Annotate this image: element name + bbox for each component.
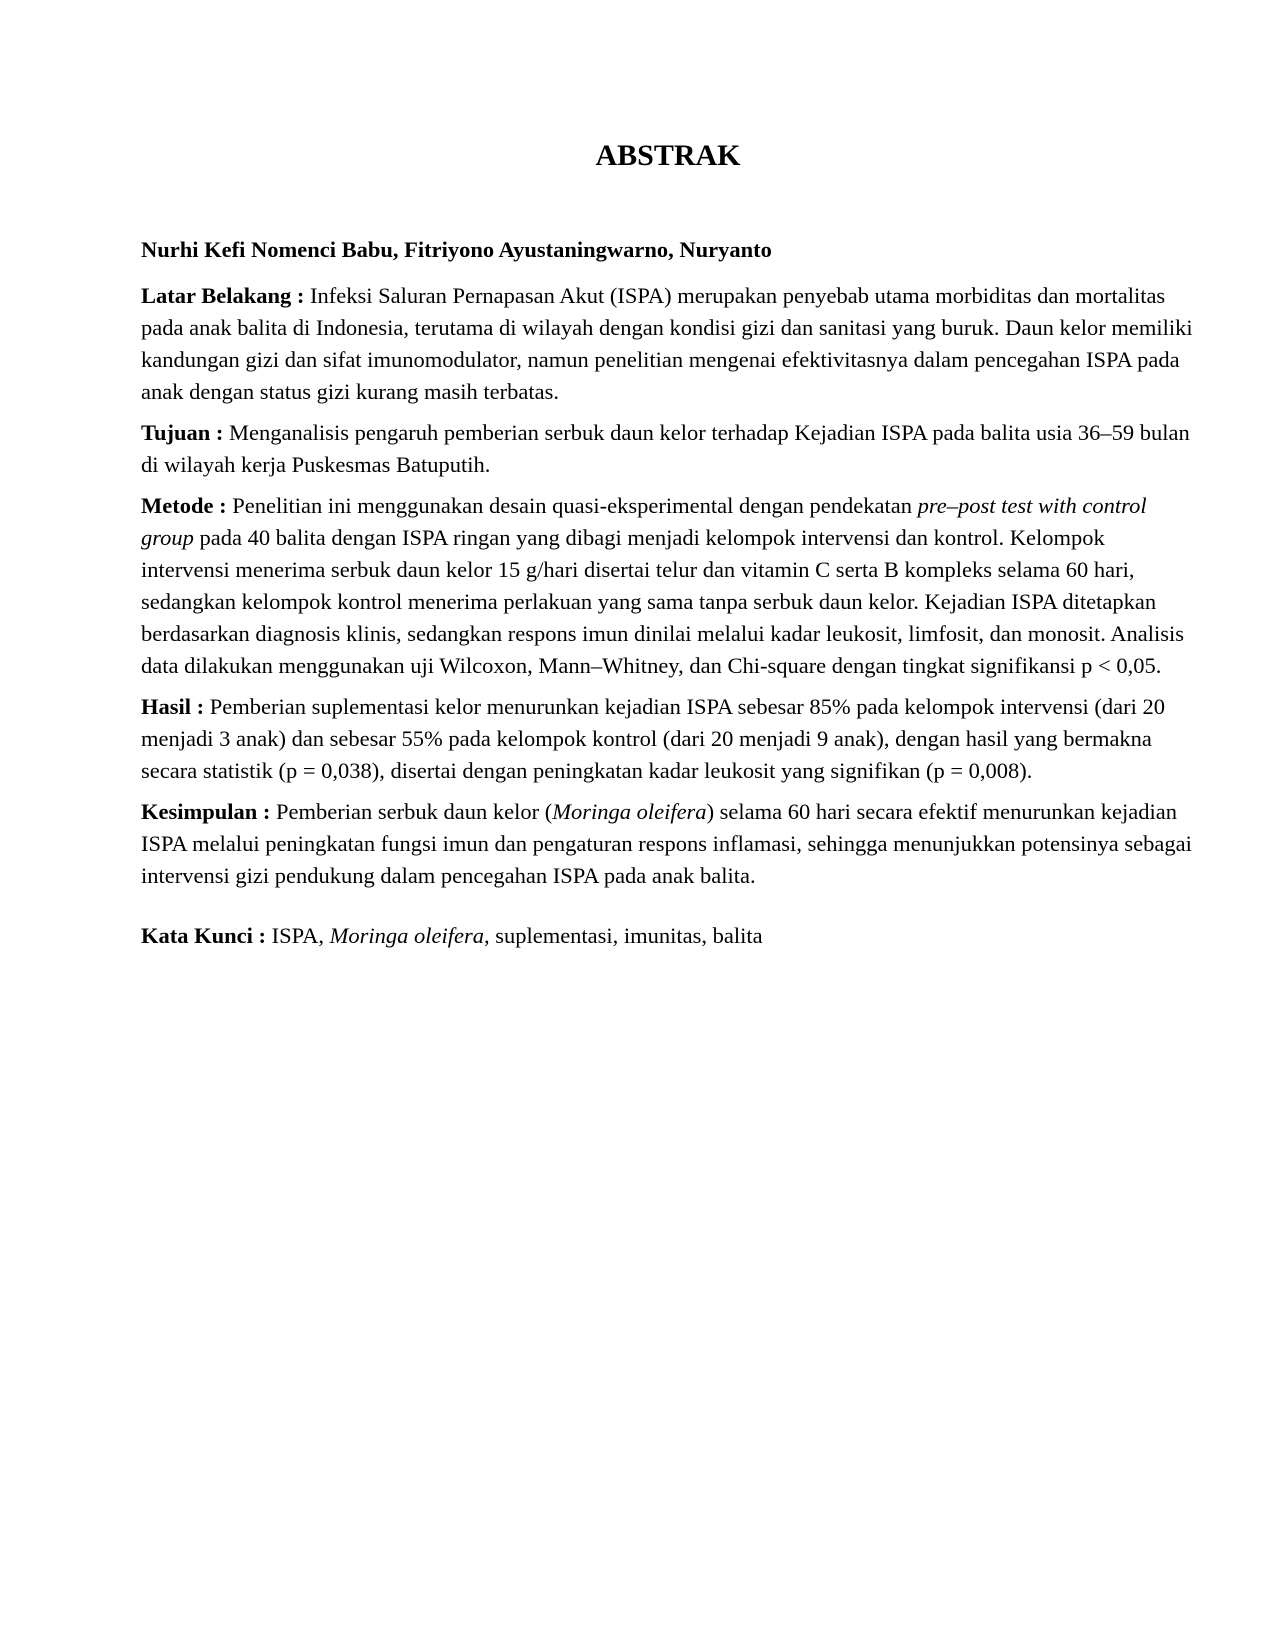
text-segment: pada 40 balita dengan ISPA ringan yang dibagi menjadi kelompok intervensi dan kontrol. Kelompok intervensi menerima serbuk daun kelor 15 g/hari disertai telur dan vitamin C serta B kompleks selama 60 hari, sedangkan kelompok kontrol menerima perlakuan yang sama tanpa serbuk daun kelor. Kejadian ISPA ditetapkan berdasarkan diagnosis klinis, sedangkan respons imun dinilai melalui kadar leukosit, limfosit, dan monosit. Analisis data dilakukan menggunakan uji Wilcoxon, Mann–Whitney, dan Chi-square dengan tingkat signifikansi p < 0,05. (141, 525, 1184, 678)
paragraph-tujuan (141, 417, 1195, 481)
paragraph-latar-belakang (141, 280, 1195, 408)
text-segment: Kesimpulan : (141, 799, 277, 824)
text-segment: Latar Belakang : (141, 283, 310, 308)
text-segment: ISPA, (271, 923, 330, 948)
paragraph-hasil (141, 691, 1195, 787)
text-segment: Tujuan : (141, 420, 229, 445)
text-segment: Kata Kunci : (141, 923, 272, 948)
text-segment: Pemberian serbuk daun kelor ( (276, 799, 553, 824)
text-segment: pre–post test with control group (141, 493, 1147, 550)
paragraph-metode (141, 490, 1195, 682)
text-segment: Menganalisis pengaruh pemberian serbuk daun kelor terhadap Kejadian ISPA pada balita usia 36–59 bulan di wilayah kerja Puskesmas Batuputih. (141, 420, 1190, 477)
text-segment: Hasil : (141, 694, 210, 719)
abstract-body (141, 280, 1195, 952)
text-segment: Metode : (141, 493, 233, 518)
text-segment: Penelitian ini menggunakan desain quasi-eksperimental dengan pendekatan (232, 493, 918, 518)
page-title: ABSTRAK (595, 139, 741, 172)
paragraph-kesimpulan (141, 796, 1195, 892)
text-segment: ) selama 60 hari secara efektif menurunkan kejadian ISPA melalui peningkatan fungsi imun dan pengaturan respons inflamasi, sehingga menunjukkan potensinya sebagai intervensi gizi pendukung dalam pencegahan ISPA pada anak balita. (141, 799, 1192, 888)
text-segment: Pemberian suplementasi kelor menurunkan kejadian ISPA sebesar 85% pada kelompok intervensi (dari 20 menjadi 3 anak) dan sebesar 55% pada kelompok kontrol (dari 20 menjadi 9 anak), dengan hasil yang bermakna secara statistik (p = 0,038), disertai dengan peningkatan kadar leukosit yang signifikan (p = 0,008). (141, 694, 1165, 783)
text-segment: , suplementasi, imunitas, balita (483, 923, 763, 948)
paragraph-kata-kunci (141, 920, 1195, 952)
text-segment: Moringa oleifera (552, 799, 707, 824)
text-segment: Infeksi Saluran Pernapasan Akut (ISPA) merupakan penyebab utama morbiditas dan mortalitas pada anak balita di Indonesia, terutama di wilayah dengan kondisi gizi dan sanitasi yang buruk. Daun kelor memiliki kandungan gizi dan sifat imunomodulator, namun penelitian mengenai efektivitasnya dalam pencegahan ISPA pada anak dengan status gizi kurang masih terbatas. (141, 283, 1193, 404)
text-segment: Moringa oleifera (329, 923, 484, 948)
authors-line: Nurhi Kefi Nomenci Babu, Fitriyono Ayustaningwarno, Nuryanto (141, 237, 772, 262)
